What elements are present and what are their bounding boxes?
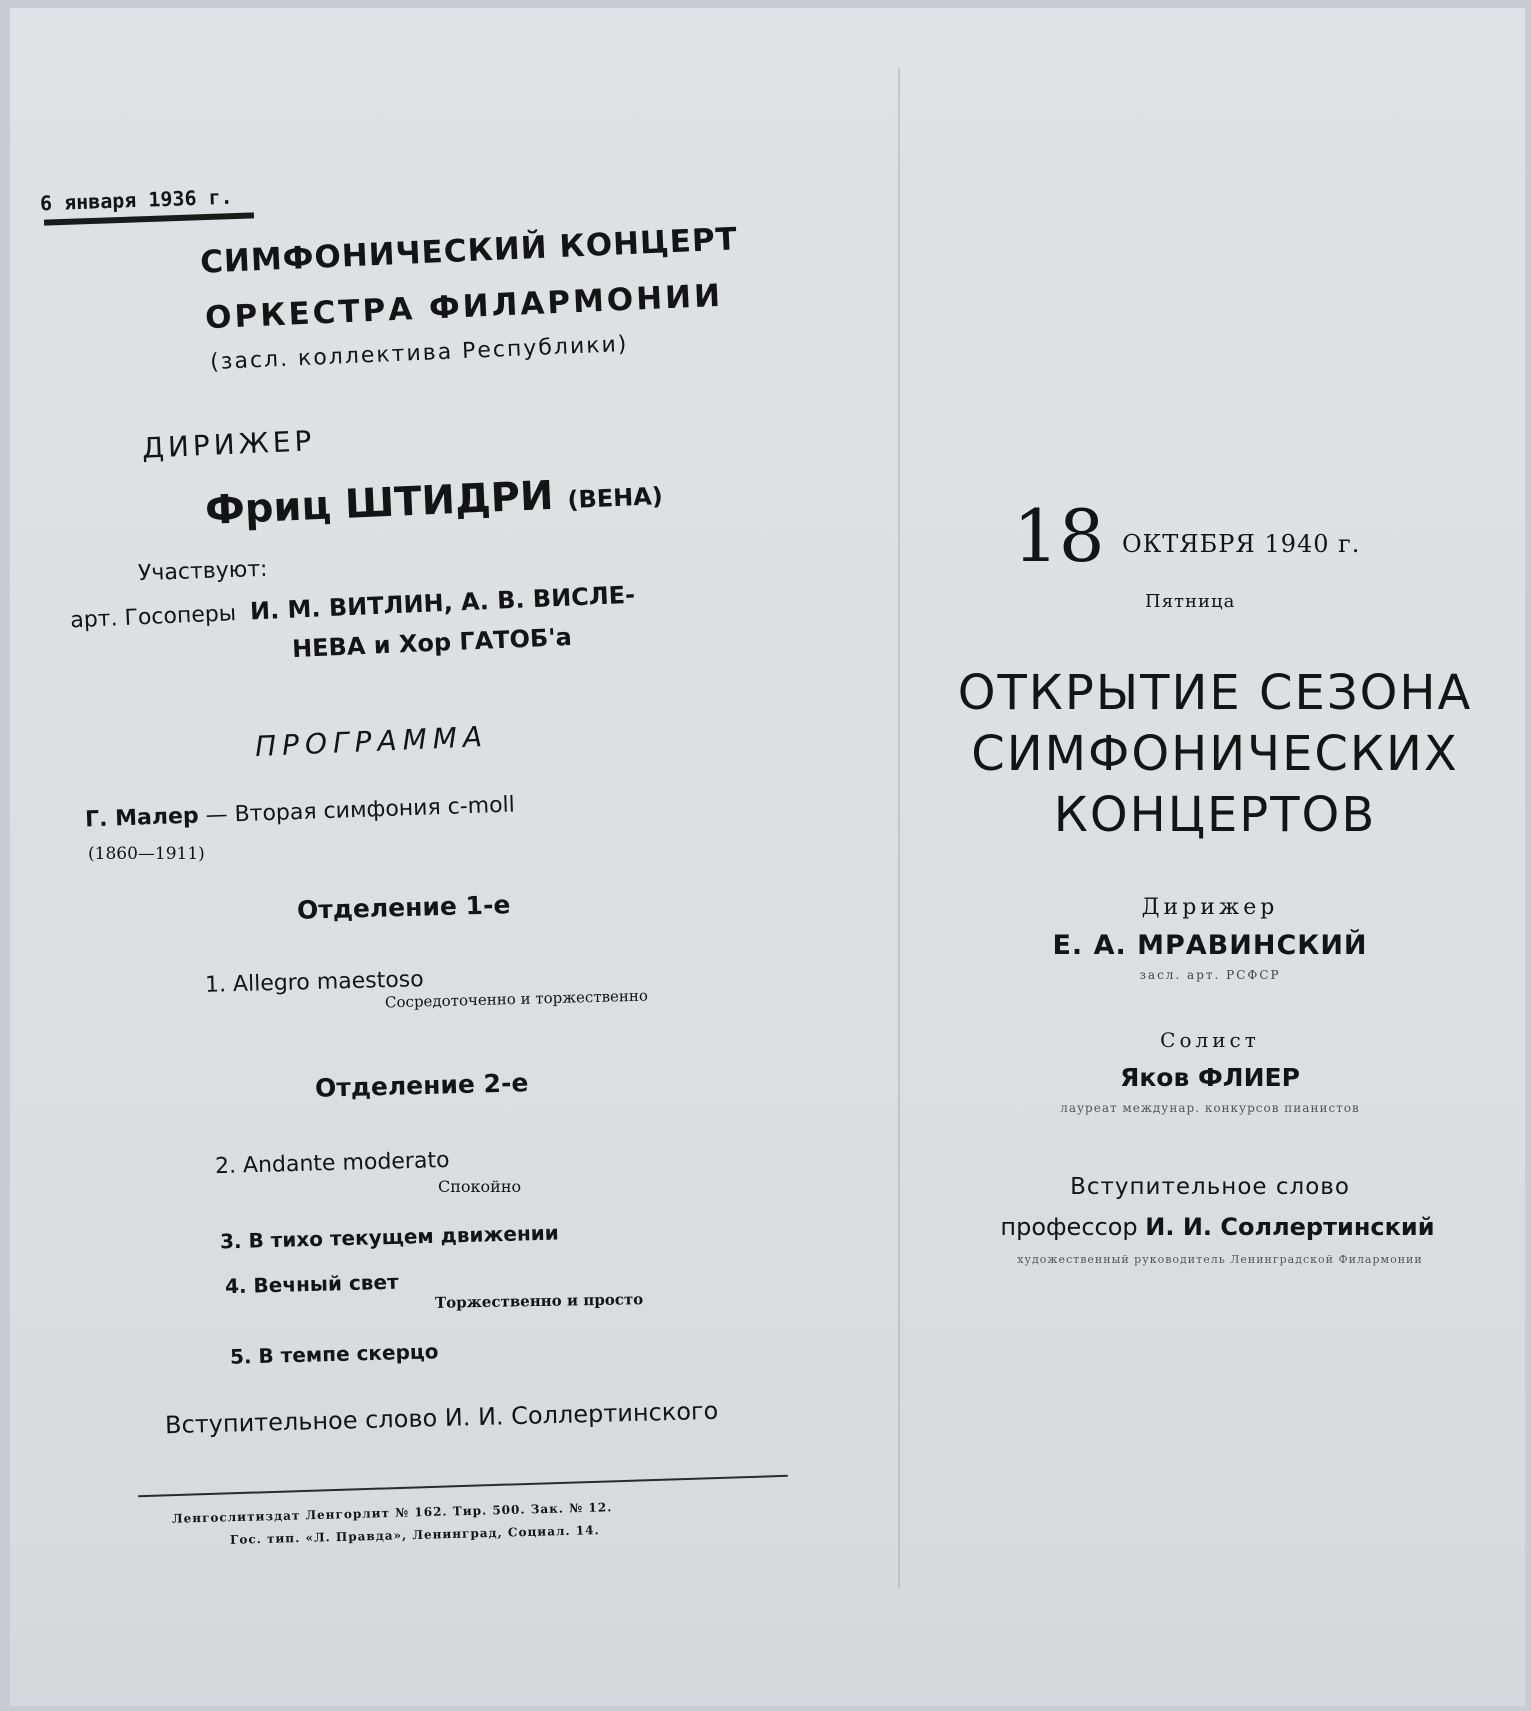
right-conductor-name: Е. А. МРАВИНСКИЙ	[1052, 930, 1368, 961]
right-conductor-title: засл. арт. РСФСР	[1139, 968, 1281, 982]
imprint-line2: Гос. тип. «Л. Правда», Ленинград, Социал. 14.	[229, 1523, 600, 1547]
imprint-line1: Ленгослитиздат Ленгорлит № 162. Тир. 500. Зак. № 12.	[171, 1500, 613, 1526]
right-intro-name: И. И. Соллертинский	[1145, 1213, 1435, 1241]
right-title-line2: СИМФОНИЧЕСКИХ	[971, 726, 1459, 782]
right-intro-label: Вступительное слово	[1070, 1174, 1350, 1200]
movement-1-tempo: Сосредоточенно и торжественно	[384, 986, 649, 1012]
right-weekday: Пятница	[1145, 591, 1236, 612]
left-title-line3: (засл. коллектива Республики)	[209, 331, 629, 376]
movement-5: 5. В темпе скерцо	[229, 1339, 439, 1369]
program-sheet	[10, 8, 1525, 1706]
movement-2-tempo: Спокойно	[438, 1177, 522, 1196]
soloist-name: Яков ФЛИЕР	[1120, 1063, 1300, 1092]
section-2-heading: Отделение 2-е	[314, 1068, 529, 1103]
left-title-line2: ОРКЕСТРА ФИЛАРМОНИИ	[204, 277, 724, 337]
participants-prefix: арт. Госоперы	[69, 601, 237, 634]
left-date: 6 января 1936 г.	[39, 184, 234, 216]
movement-4: 4. Вечный свет	[224, 1269, 399, 1299]
composer-name: Г. Малер	[84, 803, 200, 833]
date-underline	[44, 212, 254, 225]
movement-3: 3. В тихо текущем движении	[219, 1220, 560, 1254]
soloist-label: Солист	[1160, 1028, 1260, 1052]
work-name: — Вторая симфония c-moll	[205, 792, 516, 829]
work-title	[85, 793, 516, 833]
movement-4-tempo: Торжественно и просто	[434, 1290, 644, 1312]
participants-line2: НЕВА и Хор ГАТОБ'а	[291, 622, 573, 664]
left-conductor	[204, 468, 663, 534]
participants-names: И. М. ВИТЛИН, А. В. ВИСЛЕ-	[249, 580, 636, 626]
movement-2: 2. Andante moderato	[214, 1147, 450, 1180]
right-intro-title: художественный руководитель Ленинградской Филармонии	[1017, 1253, 1423, 1266]
right-title	[900, 663, 1530, 846]
imprint-divider	[138, 1475, 788, 1497]
program-heading: ПРОГРАММА	[254, 719, 489, 764]
left-title-line1: СИМФОНИЧЕСКИЙ КОНЦЕРТ	[199, 221, 739, 281]
right-intro-speaker	[900, 1213, 1531, 1241]
left-conductor-city: (ВЕНА)	[566, 482, 664, 515]
right-conductor-label: Дирижер	[1141, 895, 1279, 920]
participants-label: Участвуют:	[137, 556, 268, 587]
right-title-line3: КОНЦЕРТОВ	[1053, 787, 1377, 843]
movement-1: 1. Allegro maestoso	[204, 967, 424, 998]
right-intro-prefix: профессор	[1000, 1213, 1138, 1241]
left-intro-speech: Вступительное слово И. И. Соллертинского	[164, 1396, 719, 1440]
composer-years: (1860—1911)	[88, 844, 205, 864]
right-day: 18	[1013, 494, 1105, 578]
left-conductor-label: ДИРИЖЕР	[141, 424, 317, 465]
soloist-title: лауреат междунар. конкурсов пианистов	[1060, 1101, 1360, 1115]
right-month-year: ОКТЯБРЯ 1940 г.	[1122, 530, 1361, 558]
right-title-line1: ОТКРЫТИЕ СЕЗОНА	[957, 665, 1473, 721]
left-conductor-name: Фриц ШТИДРИ	[204, 472, 555, 534]
section-1-heading: Отделение 1-е	[296, 890, 511, 925]
